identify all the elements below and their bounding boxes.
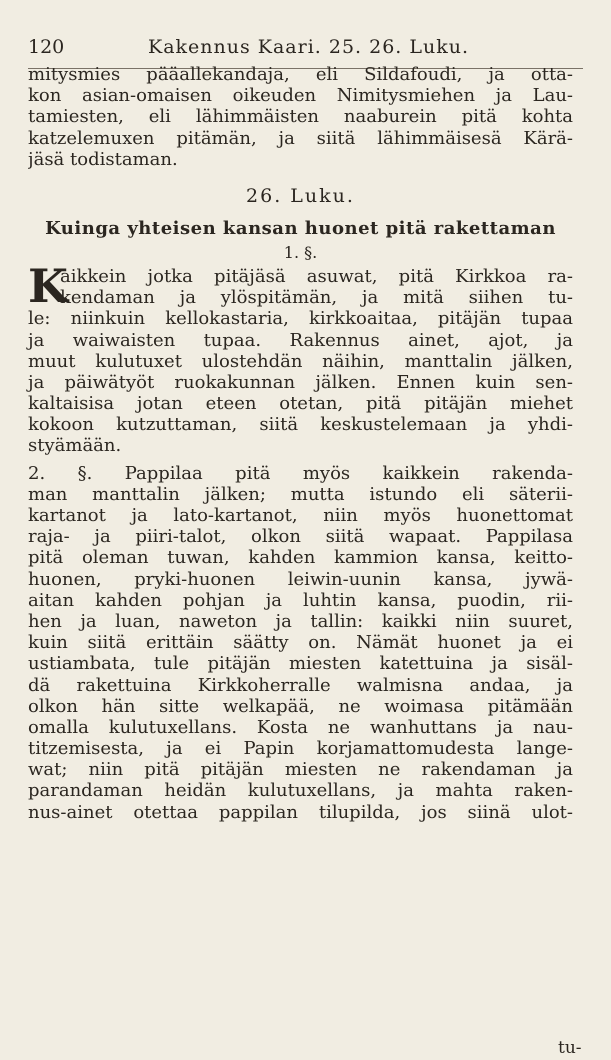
text-line: katzelemuxen pitämän, ja siitä lähimmäisesä Kärä- [28, 127, 573, 149]
text-line: nus-ainet otettaa pappilan tilupilda, jos siinä ulot- [28, 801, 573, 823]
text-line: raja- ja piiri-talot, olkon siitä wapaat. Pappilasa [28, 526, 573, 548]
text-line: kaltaisisa jotan eteen otetan, pitä pitäjän miehet [28, 393, 573, 415]
text-line: ja waiwaisten tupaa. Rakennus ainet, ajot, ja [28, 329, 573, 351]
section-1-label: 1. §. [283, 242, 318, 262]
text-line: parandaman heidän kulutuxellans, ja mahta raken- [28, 780, 573, 802]
page-header [28, 34, 588, 60]
chapter-title: Kuinga yhteisen kansan huonet pitä rakettaman [45, 217, 556, 239]
text-line: ustiambata, tule pitäjän miesten katettuina ja sisäl- [28, 653, 573, 675]
page-body [28, 64, 573, 823]
text-line: hen ja luan, naweton ja tallin: kaikki niin suuret, [28, 610, 573, 632]
text-line: aikkein jotka pitäjäsä asuwat, pitä Kirkkoa ra- [60, 265, 573, 287]
text-line: kuin siitä erittäin säätty on. Nämät huonet ja ei [28, 632, 573, 654]
text-line: mitysmies pääallekandaja, eli Sildafoudi, ja otta- [28, 64, 573, 85]
text-line: man manttalin jälken; mutta istundo eli säterii- [28, 483, 573, 505]
text-line: titzemisesta, ja ei Papin korjamattomudesta lange- [28, 738, 573, 760]
text-line: huonen, pryki-huonen leiwin-uunin kansa, jywä- [28, 568, 573, 590]
catchword: tu- [558, 1038, 582, 1058]
text-line: jäsä todistaman. [28, 148, 178, 170]
text-line: le: niinkuin kellokastaria, kirkkoaitaa, pitäjän tupaa [28, 308, 573, 330]
page-number: 120 [28, 36, 65, 58]
text-line: tamiesten, eli lähimmäisten naaburein pitä kohta [28, 106, 573, 128]
section-1-paragraph [28, 258, 573, 457]
text-line: pitä oleman tuwan, kahden kammion kansa, keitto- [28, 547, 573, 569]
text-line: dä rakettuina Kirkkoherralle walmisna andaa, ja [28, 674, 573, 696]
text-line: omalla kulutuxellans. Kosta ne wanhuttans ja nau- [28, 716, 573, 738]
text-line: aitan kahden pohjan ja luhtin kansa, puodin, rii- [28, 589, 573, 611]
text-line: kon asian-omaisen oikeuden Nimitysmiehen ja Lau- [28, 85, 573, 107]
text-line: ja päiwätyöt ruokakunnan jälken. Ennen kuin sen- [28, 371, 573, 393]
text-line: olkon hän sitte welkapää, ne woimasa pitämään [28, 695, 573, 717]
intro-paragraph [28, 64, 573, 170]
running-title: Kakennus Kaari. 25. 26. Luku. [148, 36, 470, 58]
text-line: muut kulutuxet ulostehdän näihin, manttalin jälken, [28, 350, 573, 372]
text-line: kokoon kutzuttaman, siitä keskustelemaan ja yhdi- [28, 414, 573, 436]
text-line: wat; niin pitä pitäjän miesten ne rakendaman ja [28, 759, 573, 781]
text-line: 2. §. Pappilaa pitä myös kaikkein rakenda- [28, 462, 573, 484]
text-line: kartanot ja lato-kartanot, niin myös huonettomat [28, 505, 573, 526]
drop-cap: K [28, 258, 68, 313]
text-line: styämään. [28, 435, 122, 457]
text-line: kendaman ja ylöspitämän, ja mitä siihen tu- [60, 287, 573, 309]
chapter-heading: 26. Luku. [246, 184, 355, 207]
section-2-paragraph [28, 463, 573, 823]
